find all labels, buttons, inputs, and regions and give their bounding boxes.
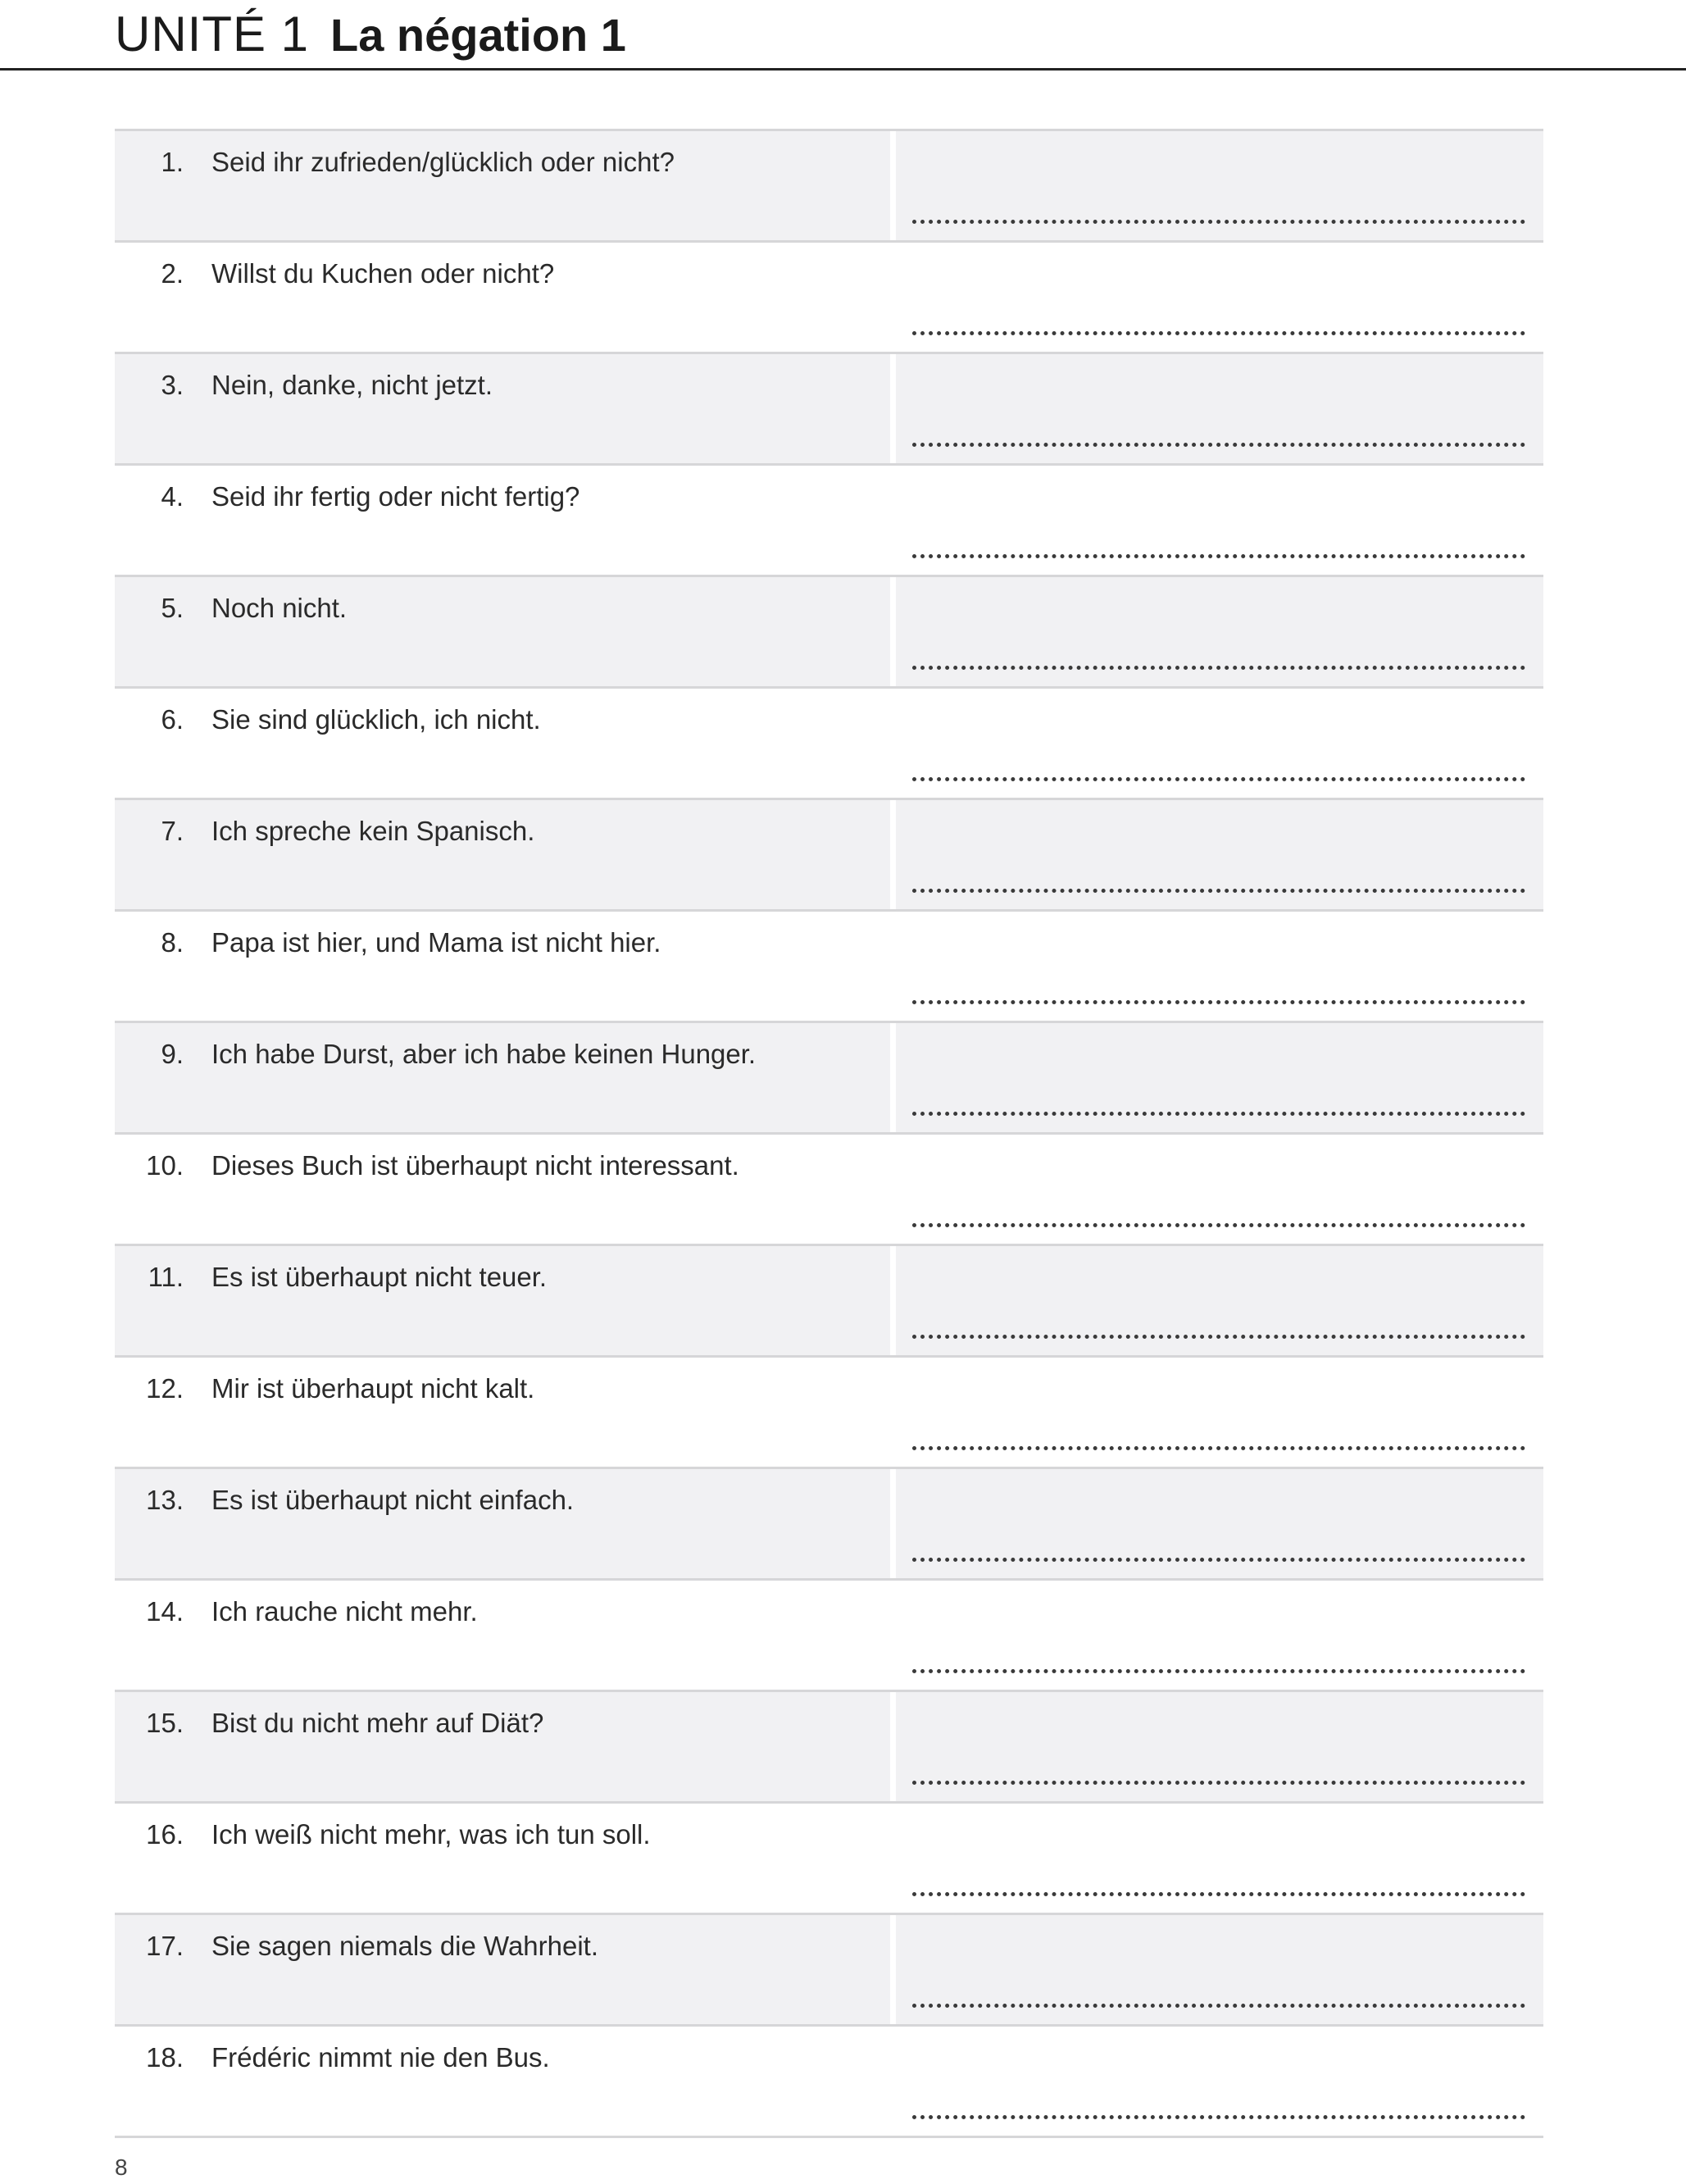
- item-sentence: Sie sagen niemals die Wahrheit.: [211, 1931, 599, 1961]
- item-sentence: Sie sind glücklich, ich nicht.: [211, 704, 541, 735]
- answer-cell[interactable]: [896, 1469, 1543, 1578]
- item-number: 8.: [161, 927, 184, 958]
- exercise-row: [115, 1467, 1543, 1578]
- sentence-cell: [115, 243, 890, 352]
- item-number: 11.: [148, 1262, 184, 1292]
- sentence-cell: [115, 131, 890, 240]
- sentence-cell: [115, 354, 890, 463]
- answer-cell[interactable]: [896, 466, 1543, 575]
- answer-dotted-line: [912, 1892, 1525, 1896]
- item-number: 12.: [146, 1373, 184, 1404]
- item-sentence: Es ist überhaupt nicht teuer.: [211, 1262, 548, 1292]
- page-header: [0, 0, 1686, 71]
- answer-cell[interactable]: [896, 577, 1543, 686]
- answer-dotted-line: [912, 666, 1525, 670]
- item-number: 5.: [161, 593, 184, 623]
- sentence-cell: [115, 2027, 890, 2136]
- answer-dotted-line: [912, 1112, 1525, 1116]
- sentence-cell: [115, 577, 890, 686]
- exercise-row: [115, 575, 1543, 686]
- exercise-row: [115, 798, 1543, 909]
- item-number: 15.: [146, 1708, 184, 1738]
- answer-dotted-line: [912, 889, 1525, 893]
- exercise-row: [115, 240, 1543, 352]
- sentence-cell: [115, 1915, 890, 2024]
- item-sentence: Seid ihr fertig oder nicht fertig?: [211, 481, 580, 512]
- item-number: 4.: [161, 481, 184, 512]
- answer-dotted-line: [912, 1669, 1525, 1673]
- sentence-cell: [115, 466, 890, 575]
- item-sentence: Willst du Kuchen oder nicht?: [211, 258, 555, 289]
- exercise-row: [115, 909, 1543, 1021]
- sentence-cell: [115, 689, 890, 798]
- sentence-cell: [115, 1804, 890, 1913]
- answer-cell[interactable]: [896, 354, 1543, 463]
- answer-cell[interactable]: [896, 1804, 1543, 1913]
- item-number: 3.: [161, 370, 184, 400]
- answer-dotted-line: [912, 2004, 1525, 2008]
- item-sentence: Mir ist überhaupt nicht kalt.: [211, 1373, 535, 1404]
- answer-cell[interactable]: [896, 1915, 1543, 2024]
- item-sentence: Dieses Buch ist überhaupt nicht interessant.: [211, 1150, 739, 1181]
- exercise-row: [115, 2024, 1543, 2138]
- sentence-cell: [115, 1023, 890, 1132]
- answer-dotted-line: [912, 1781, 1525, 1785]
- item-number: 2.: [161, 258, 184, 289]
- exercise-row: [115, 1801, 1543, 1913]
- item-sentence: Seid ihr zufrieden/glücklich oder nicht?: [211, 147, 675, 177]
- answer-cell[interactable]: [896, 1246, 1543, 1355]
- item-sentence: Nein, danke, nicht jetzt.: [211, 370, 493, 400]
- item-sentence: Ich weiß nicht mehr, was ich tun soll.: [211, 1819, 651, 1850]
- exercise-table: [115, 129, 1543, 2138]
- item-sentence: Ich rauche nicht mehr.: [211, 1596, 478, 1627]
- exercise-row: [115, 1913, 1543, 2024]
- answer-dotted-line: [912, 1446, 1525, 1450]
- answer-cell[interactable]: [896, 131, 1543, 240]
- answer-dotted-line: [912, 220, 1525, 224]
- exercise-row: [115, 1578, 1543, 1690]
- answer-cell[interactable]: [896, 800, 1543, 909]
- exercise-row: [115, 1244, 1543, 1355]
- exercise-row: [115, 1132, 1543, 1244]
- sentence-cell: [115, 1135, 890, 1244]
- unit-title: La négation 1: [330, 9, 626, 61]
- item-number: 6.: [161, 704, 184, 735]
- sentence-cell: [115, 912, 890, 1021]
- answer-cell[interactable]: [896, 2027, 1543, 2136]
- item-number: 1.: [161, 147, 184, 177]
- answer-cell[interactable]: [896, 912, 1543, 1021]
- item-number: 14.: [146, 1596, 184, 1627]
- answer-cell[interactable]: [896, 1692, 1543, 1801]
- item-number: 13.: [146, 1485, 184, 1515]
- exercise-row: [115, 463, 1543, 575]
- page-number: 8: [115, 2154, 128, 2180]
- exercise-row: [115, 1021, 1543, 1132]
- answer-cell[interactable]: [896, 1135, 1543, 1244]
- sentence-cell: [115, 800, 890, 909]
- item-number: 9.: [161, 1039, 184, 1069]
- answer-dotted-line: [912, 1335, 1525, 1339]
- answer-dotted-line: [912, 443, 1525, 447]
- sentence-cell: [115, 1692, 890, 1801]
- item-sentence: Ich habe Durst, aber ich habe keinen Hunger.: [211, 1039, 757, 1069]
- exercise-row: [115, 686, 1543, 798]
- answer-dotted-line: [912, 1000, 1525, 1004]
- answer-dotted-line: [912, 777, 1525, 781]
- answer-dotted-line: [912, 2115, 1525, 2119]
- exercise-row: [115, 1690, 1543, 1801]
- item-sentence: Ich spreche kein Spanisch.: [211, 816, 535, 846]
- sentence-cell: [115, 1581, 890, 1690]
- answer-dotted-line: [912, 1223, 1525, 1227]
- answer-dotted-line: [912, 1558, 1525, 1562]
- exercise-row: [115, 1355, 1543, 1467]
- answer-cell[interactable]: [896, 1581, 1543, 1690]
- exercise-row: [115, 129, 1543, 240]
- item-sentence: Noch nicht.: [211, 593, 348, 623]
- item-number: 10.: [146, 1150, 184, 1181]
- answer-dotted-line: [912, 554, 1525, 558]
- item-number: 16.: [146, 1819, 184, 1850]
- answer-cell[interactable]: [896, 1023, 1543, 1132]
- answer-cell[interactable]: [896, 1358, 1543, 1467]
- item-number: 18.: [146, 2042, 184, 2073]
- item-number: 17.: [146, 1931, 184, 1961]
- sentence-cell: [115, 1246, 890, 1355]
- sentence-cell: [115, 1358, 890, 1467]
- exercise-row: [115, 352, 1543, 463]
- sentence-cell: [115, 1469, 890, 1578]
- item-sentence: Es ist überhaupt nicht einfach.: [211, 1485, 575, 1515]
- item-sentence: Papa ist hier, und Mama ist nicht hier.: [211, 927, 661, 958]
- item-sentence: Bist du nicht mehr auf Diät?: [211, 1708, 544, 1738]
- answer-cell[interactable]: [896, 243, 1543, 352]
- answer-cell[interactable]: [896, 689, 1543, 798]
- answer-dotted-line: [912, 331, 1525, 335]
- item-sentence: Frédéric nimmt nie den Bus.: [211, 2042, 550, 2073]
- unit-label: UNITÉ 1: [115, 7, 310, 61]
- item-number: 7.: [161, 816, 184, 846]
